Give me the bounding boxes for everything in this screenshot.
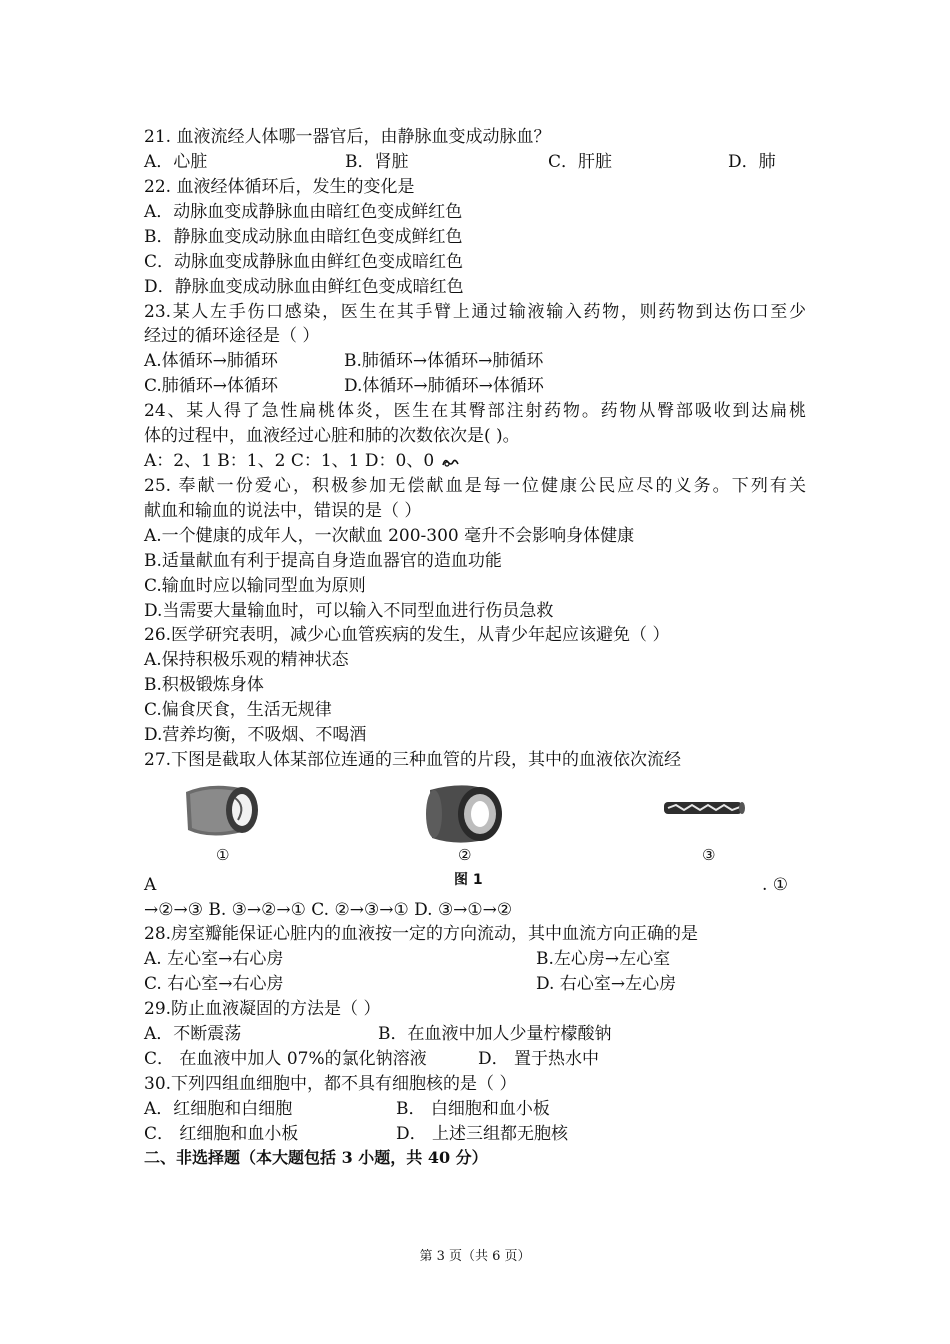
q26-option-a: A.保持积极乐观的精神状态 xyxy=(144,650,349,670)
q30-stem: 30.下列四组血细胞中，都不具有细胞核的是（ ） xyxy=(144,1074,517,1094)
q24-options-text: A：2、1 B：1、2 C：1、1 D：0、0 xyxy=(144,451,435,471)
q25-option-c: C.输血时应以输同型血为原则 xyxy=(144,576,366,596)
q23-stem-line1: 23.某人左手伤口感染，医生在其手臂上通过输液输入药物，则药物到达伤口至少 xyxy=(144,302,806,322)
scribble-mark-icon xyxy=(442,456,460,468)
q30-option-b: B． 白细胞和血小板 xyxy=(396,1099,550,1119)
q22-stem: 22. 血液经体循环后，发生的变化是 xyxy=(144,177,415,197)
figure-caption: 图 1 xyxy=(454,872,483,888)
vessel-3-label: ③ xyxy=(702,846,716,864)
q28-option-d: D. 右心室→左心房 xyxy=(536,974,677,994)
q25-option-d: D.当需要大量输血时，可以输入不同型血进行伤员急救 xyxy=(144,601,554,621)
vessel-1-image xyxy=(180,780,270,842)
q21-option-b: B．肾脏 xyxy=(345,152,409,172)
q29-option-d: D． 置于热水中 xyxy=(478,1049,600,1069)
q29-stem: 29.防止血液凝固的方法是（ ） xyxy=(144,999,381,1019)
q27-option-a-letter: A xyxy=(144,875,157,895)
vessel-1-label: ① xyxy=(216,846,230,864)
q23-option-b: B.肺循环→体循环→肺循环 xyxy=(344,351,544,371)
q22-option-d: D．静脉血变成动脉血由鲜红色变成暗红色 xyxy=(144,277,464,297)
q25-stem-line2: 献血和输血的说法中，错误的是（ ） xyxy=(144,501,422,521)
q23-stem-line2: 经过的循环途径是（ ） xyxy=(144,326,320,346)
vessel-3-image xyxy=(662,796,746,820)
q27-option-a-tail: . ① xyxy=(762,875,789,895)
q30-option-d: D． 上述三组都无胞核 xyxy=(396,1124,569,1144)
q26-option-d: D.营养均衡，不吸烟、不喝酒 xyxy=(144,725,367,745)
q26-option-c: C.偏食厌食，生活无规律 xyxy=(144,700,332,720)
q29-option-a: A．不断震荡 xyxy=(144,1024,242,1044)
q28-option-b: B.左心房→左心室 xyxy=(536,949,671,969)
q27-stem: 27.下图是截取人体某部位连通的三种血管的片段，其中的血液依次流经 xyxy=(144,750,682,770)
q21-option-d: D．肺 xyxy=(728,152,776,172)
q25-option-a: A.一个健康的成年人，一次献血 200-300 毫升不会影响身体健康 xyxy=(144,526,635,546)
q23-option-c: C.肺循环→体循环 xyxy=(144,376,279,396)
q21-option-a: A．心脏 xyxy=(144,152,208,172)
page-footer: 第 3 页（共 6 页） xyxy=(419,1249,531,1264)
q26-stem: 26.医学研究表明，减少心血管疾病的发生，从青少年起应该避免（ ） xyxy=(144,625,670,645)
q22-option-b: B．静脉血变成动脉血由暗红色变成鲜红色 xyxy=(144,227,463,247)
q22-option-c: C．动脉血变成静脉血由鲜红色变成暗红色 xyxy=(144,252,464,272)
q25-stem-line1: 25. 奉献一份爱心，积极参加无偿献血是每一位健康公民应尽的义务。下列有关 xyxy=(144,476,806,496)
vessel-2-image xyxy=(420,782,510,846)
q29-option-c: C． 在血液中加人 07%的氯化钠溶液 xyxy=(144,1049,427,1069)
q30-option-c: C． 红细胞和血小板 xyxy=(144,1124,299,1144)
q26-option-b: B.积极锻炼身体 xyxy=(144,675,264,695)
q28-stem: 28.房室瓣能保证心脏内的血液按一定的方向流动，其中血流方向正确的是 xyxy=(144,924,699,944)
q28-option-c: C. 右心室→右心房 xyxy=(144,974,284,994)
q30-option-a: A．红细胞和白细胞 xyxy=(144,1099,293,1119)
q23-option-d: D.体循环→肺循环→体循环 xyxy=(344,376,544,396)
q28-option-a: A. 左心室→右心房 xyxy=(144,949,284,969)
section-2-heading: 二、非选择题（本大题包括 3 小题，共 40 分） xyxy=(144,1148,488,1167)
q23-option-a: A.体循环→肺循环 xyxy=(144,351,278,371)
q21-option-c: C．肝脏 xyxy=(548,152,613,172)
q24-stem-line1: 24、某人得了急性扁桃体炎，医生在其臀部注射药物。药物从臀部吸收到达扁桃 xyxy=(144,401,806,421)
q29-option-b: B．在血液中加人少量柠檬酸钠 xyxy=(378,1024,612,1044)
q27-options: →②→③ B. ③→②→① C. ②→③→① D. ③→①→② xyxy=(144,900,513,920)
q21-stem: 21. 血液流经人体哪一器官后，由静脉血变成动脉血？ xyxy=(144,127,551,147)
q24-stem-line2: 体的过程中，血液经过心脏和肺的次数依次是( )。 xyxy=(144,426,520,446)
vessel-2-label: ② xyxy=(458,846,472,864)
q25-option-b: B.适量献血有利于提高自身造血器官的造血功能 xyxy=(144,551,502,571)
q22-option-a: A．动脉血变成静脉血由暗红色变成鲜红色 xyxy=(144,202,463,222)
q24-options xyxy=(144,449,460,473)
